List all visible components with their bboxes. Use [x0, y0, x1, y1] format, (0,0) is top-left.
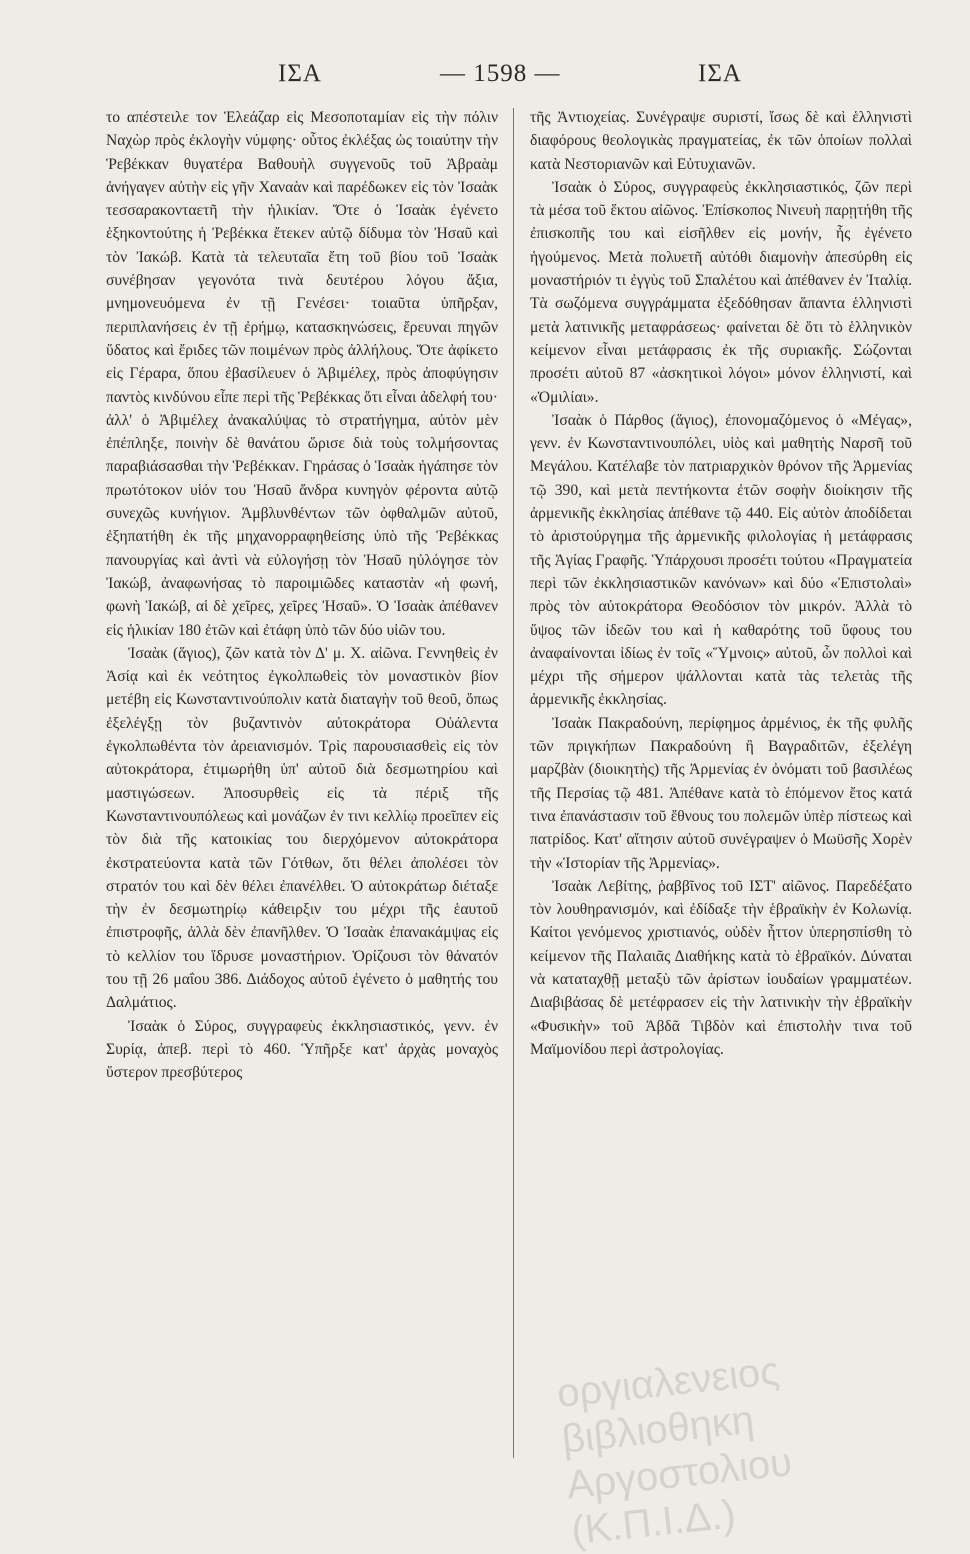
entry-isaac-pakradouni: Ἰσαὰκ Πακραδούνη, περίφημος ἀρμένιος, ἐκ τῆς φυλῆς τῶν πριγκήπων Πακραδούνη ἢ Βαγραδιτῶν, ἐξελέγη μαρζβὰν (διοικητὴς) τῆς Ἀρμενίας ἐν ὀνόματι τοῦ βασιλέως τῆς Περσίας τῷ 481. Ἀπέθανε κατὰ τὸ ἑπόμενον ἔτος κατά τινα ἐπανάστασιν τοῦ ἔθνους του πολεμῶν ὑπὲρ πίστεως καὶ πατρίδος. Κατ' αἴτησιν αὐτοῦ συνέγραψεν ὁ Μωϋσῆς Χορὲν τὴν «Ἱστορίαν τῆς Ἀρμενίας».: [530, 714, 912, 872]
paragraph-isaac-syrus-cont: τῆς Ἀντιοχείας. Συνέγραψε συριστί, ἴσως δὲ καὶ ἑλληνιστὶ διαφόρους θεολογικὰς πραγματείας, ἐκ τῶν ὁποίων πολλαὶ κατὰ Νεστοριανῶν καὶ Εὐτυχιανῶν.: [530, 109, 912, 173]
header-left-keyword: ΙΣΑ: [278, 60, 322, 87]
header-right-keyword: ΙΣΑ: [698, 60, 742, 87]
entry-isaac-levita: Ἰσαὰκ Λεβίτης, ῥαββῖνος τοῦ ΙΣΤ' αἰῶνος. Παρεδέξατο τὸν λουθηρανισμόν, καὶ ἐδίδαξε τὴν ἑβραϊκὴν ἐν Κολωνίᾳ. Καίτοι γενόμενος χριστιανός, οὐδὲν ἧττον ὑπερησπίσθη τὸ κείμενον τῆς Παλαιᾶς Διαθήκης κατὰ τὸ ἑβραϊκόν. Δύναται νὰ καταταχθῇ μεταξὺ τῶν ἀρίστων ἰουδαίων γραμματέων. Διαβιβάσας δὲ μετέφρασεν εἰς τὴν λατινικὴν τὴν ἑβραϊκὴν «Φυσικὴν» τοῦ Ἀβδᾶ Τιβδὸν καὶ ἐπιστολὴν τινα τοῦ Μαϊμονίδου περὶ ἀστρολογίας.: [530, 877, 912, 1058]
entry-isaac-parthian: Ἰσαὰκ ὁ Πάρθος (ἅγιος), ἐπονομαζόμενος ὁ «Μέγας», γενν. ἐν Κωνσταντινουπόλει, υἱὸς καὶ μαθητὴς Ναρσῆ τοῦ Μεγάλου. Κατέλαβε τὸν πατριαρχικὸν θρόνον τῆς Ἀρμενίας τῷ 390, καὶ μετὰ πεντήκοντα ἐτῶν σοφὴν διοίκησιν τῆς ἀρμενικῆς ἐκκλησίας ἀπέθανε τῷ 440. Εἰς αὐτὸν ἀποδίδεται τὸ ἀριστούργημα τῆς ἀρμενικῆς φιλολογίας ἡ μετάφρασις τῆς Ἁγίας Γραφῆς. Ὑπάρχουσι προσέτι τούτου «Πραγματεία περὶ τῶν ἐκκλησιαστικῶν κανόνων» καὶ δύο «Ἐπιστολαὶ» πρὸς τὸν αὐτοκράτορα Θεοδόσιον τὸν μικρόν. Ἀλλὰ τὸ ὕψος τῶν ἰδεῶν του καὶ ἡ καθαρότης τοῦ ὕφους του ἀναφαίνονται ἰδίως ἐν τοῖς «Ὕμνοις» αὐτοῦ, ὧν πολλοὶ καὶ μέχρι τῆς σήμερον ψάλλονται κατὰ τὰς τελετὰς τῆς ἀρμενικῆς ἐκκλησίας.: [530, 411, 912, 709]
paragraph-isaac-patriarch-cont: το απέστειλε τον Ἐλεάζαρ εἰς Μεσοποταμίαν εἰς τὴν πόλιν Ναχὼρ πρὸς ἐκλογὴν νύμφης· οὗτος ἐκλέξας ὡς τοιαύτην τὴν Ῥεβέκκαν θυγατέρα Βαθουὴλ συγγενοῦς τοῦ Ἀβραὰμ ἀνήγαγεν αὐτὴν εἰς γῆν Χαναὰν καὶ παρέδωκεν εἰς τὸν Ἰσαὰκ τεσσαρακονταετῆ τὴν ἡλικίαν. Ὅτε ὁ Ἰσαὰκ ἐγένετο ἑξηκοντούτης ἡ Ῥεβέκκα ἔτεκεν αὐτῷ δίδυμα τὸν Ἠσαῦ καὶ τὸν Ἰακώβ. Κατὰ τὰ τελευταῖα ἔτη τοῦ βίου τοῦ Ἰσαὰκ συνέβησαν γεγονότα τινὰ δευτέρου λόγου ἄξια, μνημονευόμενα ἐν τῇ Γενέσει· τοιαῦτα ὑπῆρξαν, περιπλανήσεις ἐν τῇ ἐρήμῳ, κατασκηνώσεις, ἔρευναι πηγῶν ὕδατος καὶ ἔριδες τῶν ποιμένων πρὸς ἀλλήλους. Ὅτε ἀφίκετο εἰς Γέραρα, ὅπου ἐβασίλευεν ὁ Ἀβιμέλεχ, πρὸς ἀποφύγησιν παντὸς κινδύνου εἶπε περὶ τῆς Ῥεβέκκας ὅτι εἶναι ἀδελφή του· ἀλλ' ὁ Ἀβιμέλεχ ἀνακαλύψας τὸ στρατήγημα, αὐτὸν μὲν ἐπέπληξε, ποινὴν δὲ θανάτου ὥρισε διὰ τοὺς τολμήσοντας παραβιάσασθαι τὴν Ῥεβέκκαν. Γηράσας ὁ Ἰσαὰκ ἠγάπησε τὸν πρωτότοκον υἱόν του Ἠσαῦ ἄνδρα κυνηγὸν φέροντα αὐτῷ συνεχῶς κυνήγιον. Ἀμβλυνθέντων τῶν ὀφθαλμῶν αὐτοῦ, ἐξηπατήθη ἐκ τῆς μηχανορραφηθείσης ὑπὸ τῆς Ῥεβέκκας πανουργίας καὶ ἀντὶ νὰ εὐλογήσῃ τὸν Ἠσαῦ ηὐλόγησε τὸν Ἰακώβ, ἀναφωνήσας τὸ παροιμιῶδες καταστὰν «ἡ φωνή, φωνὴ Ἰακώβ, αἱ δὲ χεῖρες, χεῖρες Ἠσαῦ». Ὁ Ἰσαὰκ ἀπέθανεν εἰς ἡλικίαν 180 ἐτῶν καὶ ἐτάφη ὑπὸ τῶν δύο υἱῶν του.: [106, 109, 498, 639]
library-watermark: οργιαλενειος βιβλιοθηκη Αργοστολιου (Κ.Π.Ι.Δ.): [554, 1348, 794, 1554]
page-number: — 1598 —: [440, 60, 561, 87]
column-divider: [513, 108, 514, 1458]
left-column: [106, 106, 498, 1466]
entry-isaac-syrus-2: Ἰσαὰκ ὁ Σύρος, συγγραφεὺς ἐκκλησιαστικός, ζῶν περὶ τὰ μέσα τοῦ ἕκτου αἰῶνος. Ἐπίσκοπος Νινευὴ παρῃτήθη τῆς ἐπισκοπῆς του καὶ εἰσῆλθεν εἰς μονήν, ἧς ἐγένετο ἡγούμενος. Μετὰ πολυετῆ αὐτόθι διαμονὴν ἀπεσύρθη εἰς μοναστήριόν τι ἐγγὺς τοῦ Σπαλέτου καὶ ἀπέθανεν ἐν Ἰταλίᾳ. Τὰ σωζόμενα συγγράμματα ἐξεδόθησαν ἅπαντα ἑλληνιστὶ μετὰ λατινικῆς μεταφράσεως· φαίνεται δὲ ὅτι τὸ ἑλληνικὸν κείμενον εἶναι μετάφρασις ἐκ τῆς συριακῆς. Σώζονται προσέτι αὐτοῦ 87 «ἀσκητικοὶ λόγοι» μόνον ἑλληνιστί, καὶ «Ὁμιλίαι».: [530, 178, 912, 406]
right-column: [530, 106, 912, 1466]
running-header: [100, 60, 860, 96]
entry-isaac-saint: Ἰσαὰκ (ἅγιος), ζῶν κατὰ τὸν Δ' μ. Χ. αἰῶνα. Γεννηθεὶς ἐν Ἀσίᾳ καὶ ἐκ νεότητος ἐγκολπωθεὶς τὸν μοναστικὸν βίον μετέβη εἰς Κωνσταντινούπολιν κατὰ διαταγὴν τοῦ θεοῦ, ὅπως ἐξελέγξῃ τὸν βυζαντινὸν αὐτοκράτορα Οὐάλεντα ἐγκολπωθέντα τὸν ἀρειανισμόν. Τρὶς παρουσιασθεὶς εἰς τὸν αὐτοκράτορα, ἐτιμωρήθη ὑπ' αὐτοῦ διὰ δεσμωτηρίου καὶ μαστιγώσεων. Ἀποσυρθεὶς εἰς τὰ πέριξ τῆς Κωνσταντινουπόλεως καὶ μονάζων ἐν τινι κελλίῳ προεῖπεν εἰς τὸν διὰ τῆς κατοικίας του διερχόμενον αὐτοκράτορα ἐκστρατεύοντα κατὰ τῶν Γότθων, ὅτι θέλει ἀπολέσει τὸν στρατόν του καὶ δὲν θέλει ἐπανέλθει. Ὁ αὐτοκράτωρ διέταξε τὴν ἐν δεσμωτηρίῳ κάθειρξιν του μέχρι τῆς ἑαυτοῦ ἐπιστροφῆς, ἀλλὰ δὲν ἐπανῆλθεν. Ὁ Ἰσαὰκ ἐπανακάμψας εἰς τὸ κελλίον του ἵδρυσε μοναστήριον. Ὁρίζουσι τὸν θάνατόν του τῇ 26 μαΐου 386. Διάδοχος αὐτοῦ ἐγένετο ὁ μαθητής του Δαλμάτιος.: [106, 644, 498, 1012]
entry-isaac-syrus-1: Ἰσαὰκ ὁ Σύρος, συγγραφεὺς ἐκκλησιαστικός, γενν. ἐν Συρίᾳ, ἀπεβ. περὶ τὸ 460. Ὑπῆρξε κατ' ἀρχὰς μοναχὸς ὕστερον πρεσβύτερος: [106, 1017, 498, 1082]
